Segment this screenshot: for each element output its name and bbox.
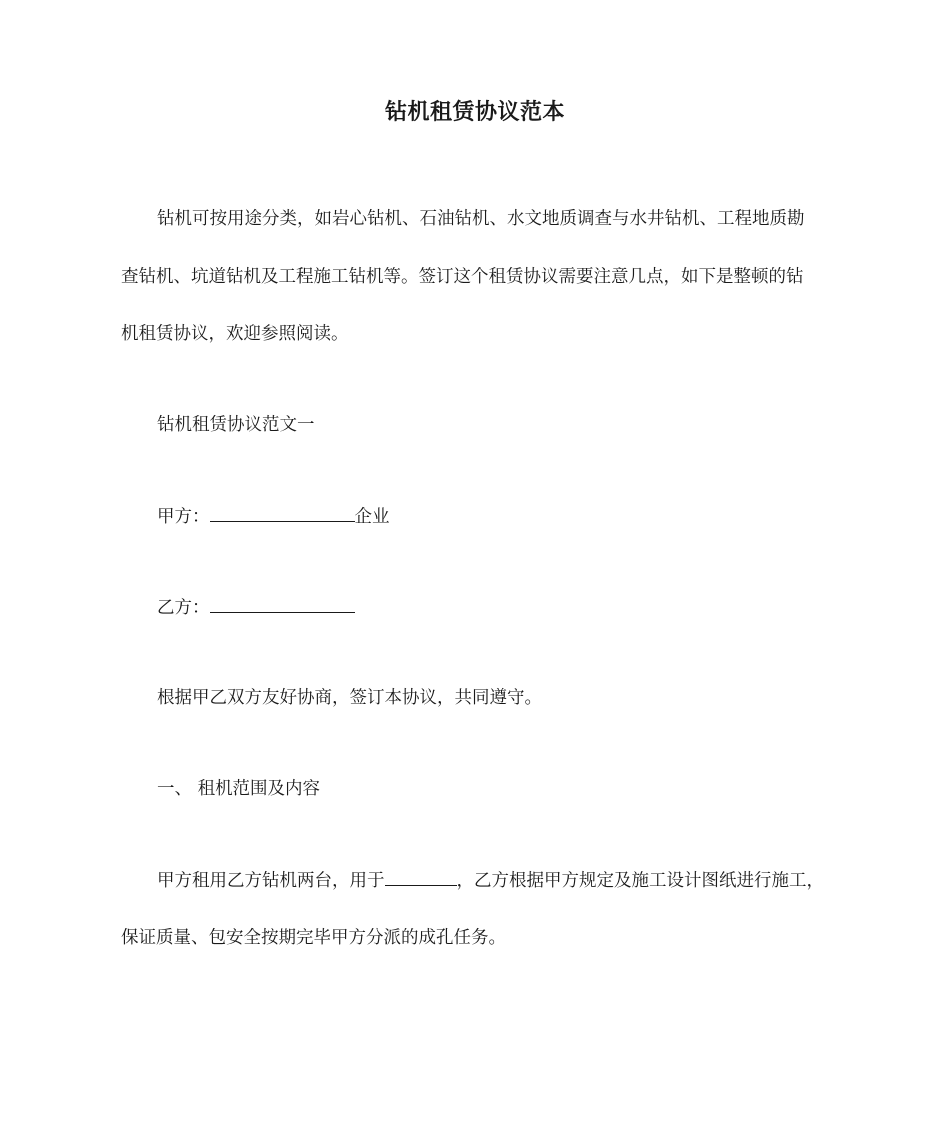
section-title: 钻机租赁协议范文一 xyxy=(157,415,315,435)
party-a-blank xyxy=(210,504,355,522)
party-b-blank xyxy=(210,595,355,613)
party-b-label: 乙方： xyxy=(157,598,210,618)
party-b-line xyxy=(157,595,355,620)
agreement-statement: 根据甲乙双方友好协商，签订本协议，共同遵守。 xyxy=(157,688,542,708)
clause-1-suffix: ，乙方根据甲方规定及施工设计图纸进行施工， xyxy=(456,871,824,891)
intro-line-3: 机租赁协议，欢迎参照阅读。 xyxy=(121,324,349,344)
clause-1-prefix: 甲方租用乙方钻机两台，用于 xyxy=(157,871,385,891)
clause-1-line-1 xyxy=(157,868,824,893)
clause-1-line-2: 保证质量、包安全按期完毕甲方分派的成孔任务。 xyxy=(121,928,506,948)
document-title: 钻机租赁协议范本 xyxy=(384,100,565,125)
party-a-line xyxy=(157,504,390,529)
clause-1-heading: 一、 租机范围及内容 xyxy=(157,779,321,799)
clause-1-blank xyxy=(385,868,457,886)
party-a-suffix: 企业 xyxy=(354,507,390,527)
intro-line-1: 钻机可按用途分类，如岩心钻机、石油钻机、水文地质调查与水井钻机、工程地质勘 xyxy=(157,209,805,229)
intro-line-2: 查钻机、坑道钻机及工程施工钻机等。签订这个租赁协议需要注意几点，如下是整顿的钻 xyxy=(121,267,804,287)
party-a-label: 甲方： xyxy=(157,507,210,527)
